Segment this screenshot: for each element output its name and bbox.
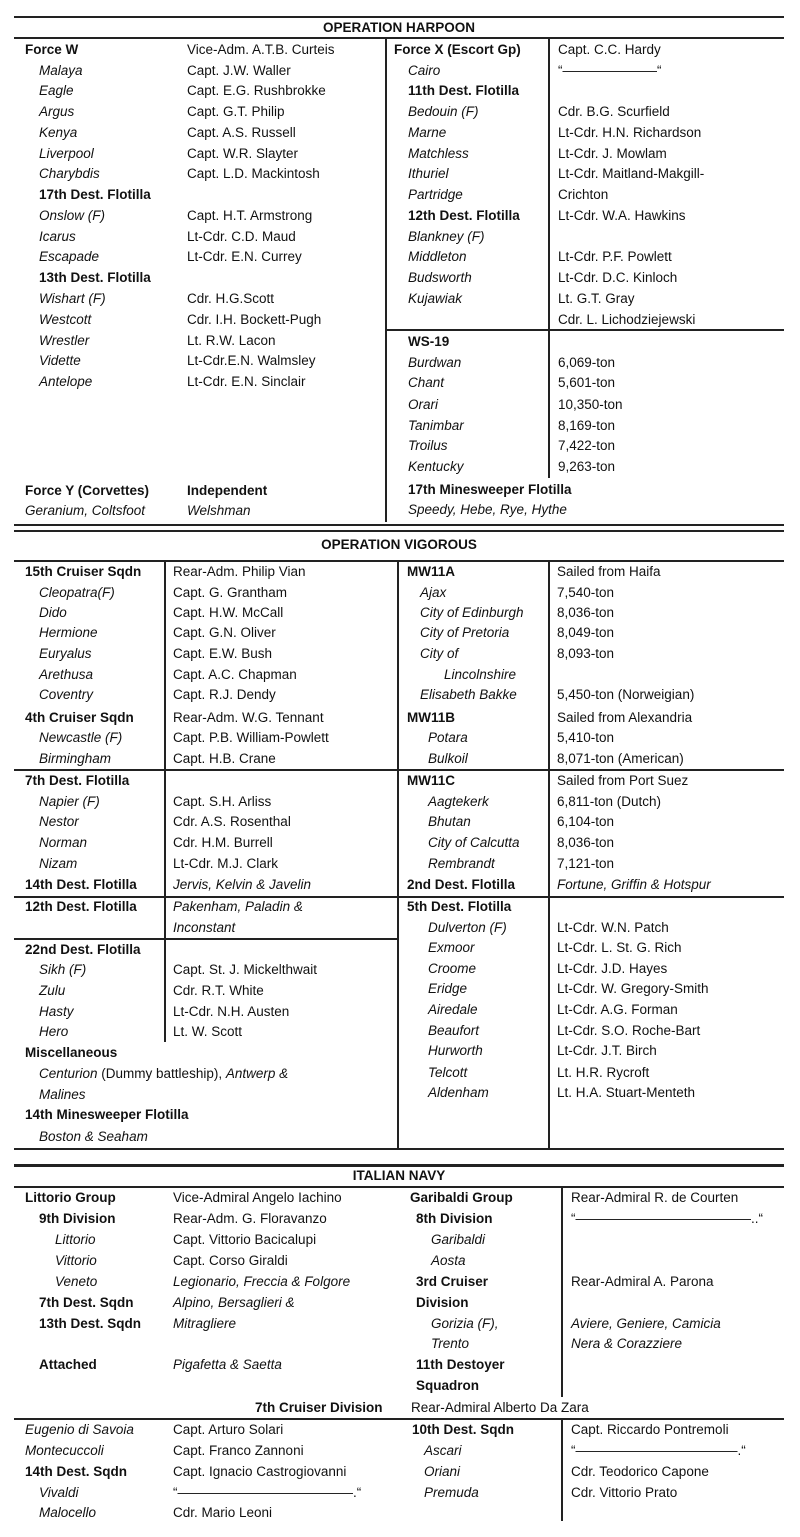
ship-name: Telcott [428,1065,468,1080]
ship-name: Exmoor [428,940,475,955]
commander-or-detail: Lt. R.W. Lacon [187,333,276,348]
commander-or-detail: Rear-Adm. W.G. Tennant [173,710,324,725]
ship-name: Vittorio [55,1253,97,1268]
group-label: MW11B [407,710,456,725]
commander-or-detail: Pakenham, Paladin & [173,899,303,914]
ship-name: Oriani [424,1464,461,1479]
commander-or-detail: Capt. C.C. Hardy [558,42,661,57]
commander-or-detail: Cdr. L. Lichodziejewski [558,312,696,327]
commander-or-detail: Lt-Cdr.E.N. Walmsley [187,353,316,368]
group-label: Division [416,1295,469,1310]
ship-name: Ascari [424,1443,462,1458]
section-title-harpoon: OPERATION HARPOON [322,20,475,35]
ship-name: Escapade [39,249,100,264]
ship-name: Ajax [420,585,447,600]
commander-or-detail: “————————————.“ [571,1443,746,1458]
italian-right-divider [561,1187,563,1397]
group-label: 14th Dest. Flotilla [25,877,137,892]
ship-name: Burdwan [408,355,462,370]
ship-name: Dulverton (F) [428,920,507,935]
group-label: 22nd Dest. Flotilla [25,942,141,957]
minesweeper-label: 14th Minesweeper Flotilla [25,1107,189,1122]
group-label: 7th Dest. Flotilla [25,773,130,788]
group-label: 17th Dest. Flotilla [39,187,151,202]
commander-or-detail: Cdr. Teodorico Capone [571,1464,709,1479]
commander-or-detail: 5,450-ton (Norweigian) [557,687,695,702]
vigorous-middle-divider [397,561,399,1148]
group-label: 14th Dest. Sqdn [25,1464,128,1479]
ship-name: Liverpool [39,146,94,161]
commander-or-detail: Lt-Cdr. J.T. Birch [557,1043,657,1058]
commander-or-detail: 8,071-ton (American) [557,751,684,766]
group-label: Force X (Escort Gp) [394,42,521,57]
ship-name: Kujawiak [408,291,463,306]
commander-or-detail: Lt-Cdr. W.N. Patch [557,920,669,935]
group-label: 11th Dest. Flotilla [408,83,520,98]
commander-or-detail: Lt-Cdr. W.A. Hawkins [558,208,686,223]
ship-name: Icarus [39,229,76,244]
commander-or-detail: Rear-Admiral A. Parona [571,1274,714,1289]
commander-or-detail: Lt-Cdr. J.D. Hayes [557,961,668,976]
commander-or-detail: Capt. St. J. Mickelthwait [173,962,318,977]
group-label: WS-19 [408,334,450,349]
ship-name: Garibaldi [431,1232,486,1247]
group-label: Squadron [416,1378,479,1393]
group-label: 8th Division [416,1211,493,1226]
commander-or-detail: 6,811-ton (Dutch) [557,794,662,809]
commander-or-detail: 7,422-ton [558,438,616,453]
ship-name: Airedale [428,1002,478,1017]
commander-or-detail: Fortune, Griffin & Hotspur [557,877,711,892]
commander-or-detail: Jervis, Kelvin & Javelin [173,877,312,892]
ship-name: Charybdis [39,166,100,181]
ship-name: Matchless [408,146,469,161]
ship-name: Kenya [39,125,78,140]
commander-or-detail: Nera & Corazziere [571,1336,683,1351]
commander-or-detail: Sailed from Port Suez [557,773,689,788]
commander-or-detail: 8,036-ton [557,605,615,620]
commander-or-detail: Rear-Admiral R. de Courten [571,1190,739,1205]
ship-name: Nizam [39,856,78,871]
italian-bottom-divider [561,1419,563,1521]
ship-name: Eagle [39,83,74,98]
commander-or-detail: “—————————————..“ [571,1211,763,1226]
ship-name: City of Pretoria [420,625,510,640]
commander-or-detail: Lt-Cdr. M.J. Clark [173,856,279,871]
ship-name: Dido [39,605,67,620]
group-label: 12th Dest. Flotilla [25,899,137,914]
commander-or-detail: Capt. S.H. Arliss [173,794,272,809]
commander-or-detail: 8,169-ton [558,418,616,433]
ship-name: Euryalus [39,646,92,661]
group-label: 7th Dest. Sqdn [39,1295,134,1310]
ship-name: Hasty [39,1004,74,1019]
commander-or-detail: Lt-Cdr. Maitland-Makgill- [558,166,705,181]
ship-name: Bedouin (F) [408,104,479,119]
ship-name: Chant [408,375,445,390]
ship-name: Montecuccoli [25,1443,104,1458]
group-label: 11th Destoyer [416,1357,505,1372]
section-title-italian: ITALIAN NAVY [352,1168,446,1183]
commander-or-detail: Capt. Vittorio Bacicalupi [173,1232,317,1247]
commander-or-detail: Lt. H.R. Rycroft [557,1065,650,1080]
commander-or-detail: Pigafetta & Saetta [173,1357,282,1372]
commander-or-detail: Lt-Cdr. A.G. Forman [557,1002,678,1017]
group-label: 5th Dest. Flotilla [407,899,512,914]
group-label: 10th Dest. Sqdn [412,1422,515,1437]
commander-or-detail: Lt. G.T. Gray [558,291,635,306]
commander-or-detail: 8,093-ton [557,646,615,661]
ship-name: Wishart (F) [39,291,106,306]
commander-or-detail: 9,263-ton [558,459,616,474]
commander-or-detail: Cdr. R.T. White [173,983,264,998]
commander-or-detail: Crichton [558,187,609,202]
ship-name: Onslow (F) [39,208,106,223]
commander-or-detail: Lt. W. Scott [173,1024,243,1039]
commander-or-detail: Capt. W.R. Slayter [187,146,299,161]
ship-name: Newcastle (F) [39,730,123,745]
misc-label: Miscellaneous [25,1045,118,1060]
commander-or-detail: Lt-Cdr. H.N. Richardson [558,125,702,140]
ship-name: Malaya [39,63,83,78]
vigorous-left-divider [164,561,166,1042]
ship-name: Partridge [408,187,463,202]
commander-or-detail: Vice-Admiral Angelo Iachino [173,1190,342,1205]
ship-name: Littorio [55,1232,96,1247]
ship-name: Aldenham [428,1085,489,1100]
commander-or-detail: Capt. A.C. Chapman [173,667,297,682]
ship-name: Orari [408,397,438,412]
commander-or-detail: Lt-Cdr. W. Gregory-Smith [557,981,709,996]
vigorous-right-divider [548,561,550,1148]
group-label: Littorio Group [25,1190,116,1205]
ship-name: Hermione [39,625,98,640]
commander-or-detail: 10,350-ton [558,397,623,412]
ship-name: Vidette [39,353,81,368]
ship-name: Westcott [39,312,92,327]
ship-name: Arethusa [39,667,94,682]
group-label: 2nd Dest. Flotilla [407,877,516,892]
misc-ship-malines: Malines [39,1087,86,1102]
commander-or-detail: Sailed from Alexandria [557,710,693,725]
group-label: MW11A [407,564,456,579]
commander-or-detail: Lt-Cdr. C.D. Maud [187,229,296,244]
commander-or-detail: Lt-Cdr. N.H. Austen [173,1004,290,1019]
ship-name: Elisabeth Bakke [420,687,517,702]
commander-or-detail: Cdr. Vittorio Prato [571,1485,678,1500]
group-label: Force Y (Corvettes) [25,483,150,498]
ship-name: Norman [39,835,88,850]
commander-or-detail: Capt. Franco Zannoni [173,1443,304,1458]
ship-name: Sikh (F) [39,962,87,977]
commander-or-detail: Lt-Cdr. E.N. Sinclair [187,374,306,389]
misc-ship-centurion: Centurion [39,1066,98,1081]
commander-or-detail: Lt-Cdr. D.C. Kinloch [558,270,678,285]
commander-or-detail: Lt-Cdr. L. St. G. Rich [557,940,682,955]
harpoon-bottom-rule [14,524,784,526]
commander-or-detail: Capt. J.W. Waller [187,63,291,78]
ship-name: Hero [39,1024,69,1039]
ship-name: Speedy, Hebe, Rye, Hythe [408,502,567,517]
commander-or-detail: Cdr. Mario Leoni [173,1505,273,1520]
group-label: Force W [25,42,79,57]
ship-name: Aosta [431,1253,466,1268]
misc-description [39,1064,288,1084]
ship-name: Bhutan [428,814,471,829]
ship-name: Trento [431,1336,470,1351]
ship-name: Napier (F) [39,794,100,809]
commander-or-detail: 7,121-ton [557,856,615,871]
ship-name: Coventry [39,687,94,702]
commander-or-detail: Capt. Corso Giraldi [173,1253,288,1268]
vigorous-top-rule [14,530,784,532]
group-label: 4th Cruiser Sqdn [25,710,134,725]
commander-or-detail: Lt. H.A. Stuart-Menteth [557,1085,696,1100]
commander-or-detail: 8,036-ton [557,835,615,850]
ship-name: Eugenio di Savoia [25,1422,134,1437]
group-label: 3rd Cruiser [416,1274,489,1289]
commander-or-detail: Capt. E.G. Rushbrokke [187,83,326,98]
commander-or-detail: 5,601-ton [558,375,616,390]
ship-name: Blankney (F) [408,229,485,244]
ship-name: Zulu [39,983,66,998]
ship-name: Cairo [408,63,441,78]
group-label: 13th Dest. Sqdn [39,1316,142,1331]
commander-or-detail: Independent [187,483,268,498]
commander-or-detail: Capt. G.N. Oliver [173,625,276,640]
commander-or-detail: Capt. G.T. Philip [187,104,285,119]
commander-or-detail: “———————“ [558,63,662,78]
commander-or-detail: Sailed from Haifa [557,564,661,579]
harpoon-column-divider [385,260,387,522]
commander-or-detail: Capt. H.T. Armstrong [187,208,313,223]
ship-name: Birmingham [39,751,112,766]
commander-or-detail: Lt-Cdr. J. Mowlam [558,146,667,161]
commander-or-detail: Cdr. H.G.Scott [187,291,275,306]
group-label: 17th Minesweeper Flotilla [408,482,572,497]
ship-name: Nestor [39,814,79,829]
ship-name: City of Calcutta [428,835,520,850]
group-label: 15th Cruiser Sqdn [25,564,142,579]
ship-name: Vivaldi [39,1485,79,1500]
commander-or-detail: Vice-Adm. A.T.B. Curteis [187,42,335,57]
div7-label: 7th Cruiser Division [255,1400,383,1415]
minesweeper-ships: Boston & Seaham [39,1129,148,1144]
ship-name: Antelope [39,374,93,389]
commander-or-detail: Capt. E.W. Bush [173,646,273,661]
commander-or-detail: Cdr. B.G. Scurfield [558,104,670,119]
commander-or-detail: Capt. R.J. Dendy [173,687,276,702]
ship-name: Eridge [428,981,468,996]
commander-or-detail: Capt. P.B. William-Powlett [173,730,329,745]
group-label: 12th Dest. Flotilla [408,208,520,223]
commander-or-detail: Cdr. H.M. Burrell [173,835,273,850]
harpoon-force-x-divider [548,38,550,330]
commander-or-detail: Capt. L.D. Mackintosh [187,166,320,181]
ship-name: Rembrandt [428,856,495,871]
commander-or-detail: 8,049-ton [557,625,615,640]
ship-name: Bulkoil [428,751,468,766]
ship-name: Gorizia (F), [431,1316,499,1331]
ship-name: Marne [408,125,447,140]
commander-or-detail: Welshman [187,503,251,518]
ship-name: Malocello [39,1505,97,1520]
ship-name: Wrestler [39,333,90,348]
commander-or-detail: 5,410-ton [557,730,615,745]
harpoon-column-divider [385,38,387,260]
commander-or-detail: Cdr. I.H. Bockett-Pugh [187,312,322,327]
vigorous-bottom-rule [14,1148,784,1150]
div7-commander: Rear-Admiral Alberto Da Zara [411,1400,589,1415]
ship-name: Beaufort [428,1023,480,1038]
misc-note: (Dummy battleship), [97,1066,226,1081]
ship-name: Lincolnshire [444,667,517,682]
group-label: Attached [39,1357,97,1372]
commander-or-detail: “—————————————.“ [173,1485,362,1500]
commander-or-detail: Capt. Riccardo Pontremoli [571,1422,729,1437]
group-label: Garibaldi Group [410,1190,513,1205]
commander-or-detail: Mitragliere [173,1316,237,1331]
ship-name: Middleton [408,249,467,264]
ship-name: Ithuriel [408,166,449,181]
commander-or-detail: Rear-Adm. G. Floravanzo [173,1211,327,1226]
ship-name: Kentucky [408,459,464,474]
ship-name: Croome [428,961,477,976]
ship-name: Troilus [408,438,448,453]
group-label: MW11C [407,773,456,788]
commander-or-detail: Legionario, Freccia & Folgore [173,1274,351,1289]
ship-name: Argus [39,104,75,119]
ship-name: Premuda [424,1485,479,1500]
commander-or-detail: Capt. A.S. Russell [187,125,296,140]
misc-ship-antwerp: Antwerp & [225,1066,289,1081]
commander-or-detail: Cdr. A.S. Rosenthal [173,814,291,829]
ship-name: Budsworth [408,270,472,285]
ship-name: Veneto [55,1274,98,1289]
commander-or-detail: Capt. Ignacio Castrogiovanni [173,1464,347,1479]
commander-or-detail: Capt. H.W. McCall [173,605,284,620]
commander-or-detail: Alpino, Bersaglieri & [173,1295,295,1310]
commander-or-detail: Capt. Arturo Solari [173,1422,284,1437]
commander-or-detail: Lt-Cdr. P.F. Powlett [558,249,672,264]
commander-or-detail: 6,104-ton [557,814,615,829]
commander-or-detail: Lt-Cdr. E.N. Currey [187,249,302,264]
ship-name: City of [420,646,459,661]
ship-name: Geranium, Coltsfoot [25,503,146,518]
commander-or-detail: Rear-Adm. Philip Vian [173,564,306,579]
commander-or-detail: Inconstant [173,920,236,935]
group-label: 13th Dest. Flotilla [39,270,151,285]
commander-or-detail: Capt. H.B. Crane [173,751,276,766]
ship-name: Potara [428,730,468,745]
harpoon-ws19-divider [548,330,550,478]
harpoon-header-rule [14,37,784,39]
section-title-vigorous: OPERATION VIGOROUS [321,537,477,552]
commander-or-detail: Capt. G. Grantham [173,585,288,600]
ship-name: Tanimbar [408,418,464,433]
commander-or-detail: Aviere, Geniere, Camicia [571,1316,721,1331]
commander-or-detail: Lt-Cdr. S.O. Roche-Bart [557,1023,701,1038]
commander-or-detail: 6,069-ton [558,355,616,370]
ship-name: Hurworth [428,1043,483,1058]
commander-or-detail: 7,540-ton [557,585,615,600]
ship-name: City of Edinburgh [420,605,524,620]
ship-name: Cleopatra(F) [39,585,115,600]
group-label: 9th Division [39,1211,116,1226]
ship-name: Aagtekerk [428,794,489,809]
